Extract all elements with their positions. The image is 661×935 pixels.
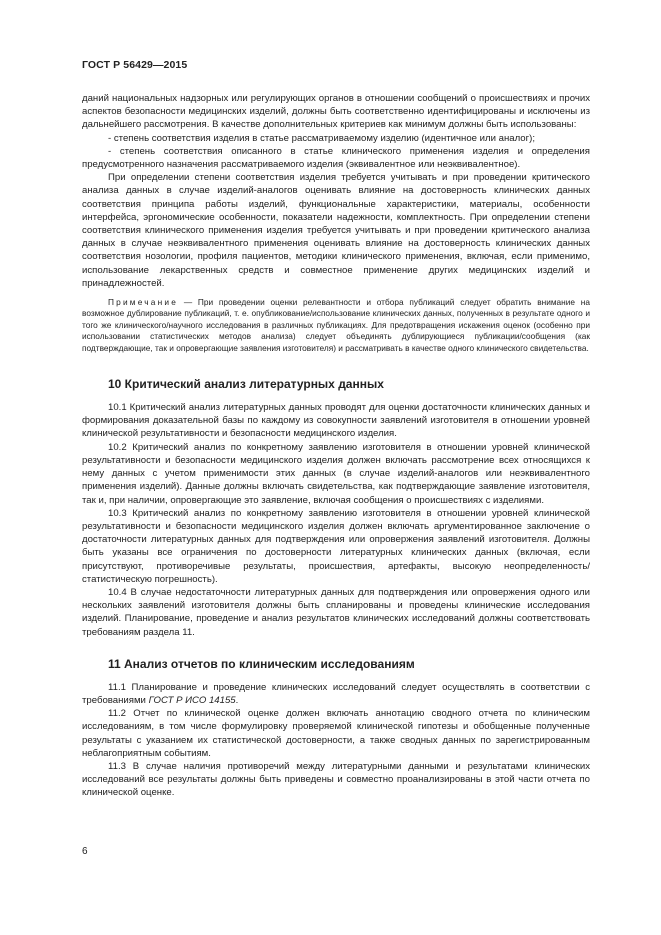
document-header: ГОСТ Р 56429—2015	[82, 59, 188, 71]
standard-reference: ГОСТ Р ИСО 14155	[148, 694, 236, 706]
page-number: 6	[82, 846, 88, 857]
note-heading: Примечание	[108, 297, 179, 308]
list-item: - степень соответствия изделия в статье рассматриваемому изделию (идентичное или аналог);	[108, 132, 536, 144]
paragraph: 11.3 В случае наличия противоречий между литературными данными и результатами клинических исследований все результаты должны быть приведены и совместно проанализированы в этой части отчета по клинической оценке.	[82, 760, 590, 799]
paragraph	[82, 681, 590, 707]
paragraph: 11.2 Отчет по клинической оценке должен включать аннотацию сводного отчета по клиническим исследованиям, в том числе формулировку проверяемой клинической гипотезы и обобщенные полученные результаты с указанием их статистической достоверности, а также сводных данных по зарегистрированным неблагоприятным событиям.	[82, 708, 590, 759]
paragraph: 10.1 Критический анализ литературных данных проводят для оценки достаточности клинических данных и формирования доказательной базы по каждому из совокупности заявлений изготовителя в отношении уровней клинической результативности и безопасности медицинского изделия.	[82, 402, 590, 440]
paragraph: даний национальных надзорных или регулирующих органов в отношении сообщений о происшествиях и прочих аспектов безопасности медицинских изделий, должны быть соответственно идентифицированы и исключены из дальнейшего рассмотрения. В качестве дополнительных критериев как минимум должны быть использованы:	[82, 93, 590, 131]
paragraph: 10.4 В случае недостаточности литературных данных для подтверждения или опровержения одного или нескольких заявлений изготовителя должны быть спланированы и проведены клинические исследования изделий. Планирование, проведение и анализ результатов клинических исследований должны соответствовать требованиям раздела 11.	[82, 586, 590, 638]
document-body	[82, 92, 590, 800]
section-11-heading: 11 Анализ отчетов по клиническим исследованиям	[108, 656, 415, 671]
list-item: - степень соответствия описанного в статье клинического применения изделия и определения предусмотренного назначения рассматриваемого изделия (эквивалентное или неэквивалентное).	[82, 145, 590, 171]
note	[82, 297, 590, 354]
paragraph-text: 11.1 Планирование и проведение клинических исследований следует осуществлять в соответствии с требованиями	[82, 681, 590, 706]
section-10-heading: 10 Критический анализ литературных данных	[108, 377, 384, 392]
note-text: — При проведении оценки релевантности и отбора публикаций следует обратить внимание на возможное дублирование публикаций, т. е. опубликование/использование клинических данных, полученных в результате одного и того же клинического/научного исследования в различных публикациях. Для предотвращения искажения оценок (особенно при использовании статистических методов анализа) следует объединять дублирующиеся публикации/сообщения (как подтверждающие, так и опровергающие заявления изготовителя) и рассматривать в качестве одного клинического свидетельства.	[82, 297, 590, 353]
paragraph: 10.3 Критический анализ по конкретному заявлению изготовителя в отношении уровней клинической результативности и безопасности медицинского изделия должен включать аргументированное заключение о достаточности литературных данных для подтверждения или опровержения заявлений изготовителя. Должны быть указаны все ограничения по достоверности литературных клинических данных (включая, если присутствуют, противоречивые результаты, происшествия, артефакты, высокую неопределенность/статистическую погрешность).	[82, 507, 590, 585]
paragraph-text: .	[235, 694, 239, 706]
paragraph: При определении степени соответствия изделия требуется учитывать и при проведении критического анализа данных в случае изделий-аналогов оценивать влияние на достоверность клинических данных соответствия принципа работы изделий, функциональные характеристики, материалы, особенности интерфейса, эргономические особенности, показатели надежности, комплектность. При определении степени соответствия клинического применения изделия требуется учитывать и при проведении критического анализа данных в случае неэквивалентного применения оценивать влияние на достоверность клинических данных соответствия нозологии, профиля пациентов, методики клинического применения, включая, если применимо, использование лекарственных средств и совместное применение других медицинских изделий и принадлежностей.	[82, 172, 590, 289]
paragraph: 10.2 Критический анализ по конкретному заявлению изготовителя в отношении уровней клинической результативности и безопасности медицинского изделия должен включать рассмотрение всех относящихся к нему данных с учетом применимости этих данных (в случае изделий-аналогов или неэквивалентного применения изделий). Данные должны включать свидетельства, как подтверждающие заявление изготовителя, так и, при наличии, опровергающие это заявление, включая сообщения о происшествиях с изделиями.	[82, 441, 590, 506]
